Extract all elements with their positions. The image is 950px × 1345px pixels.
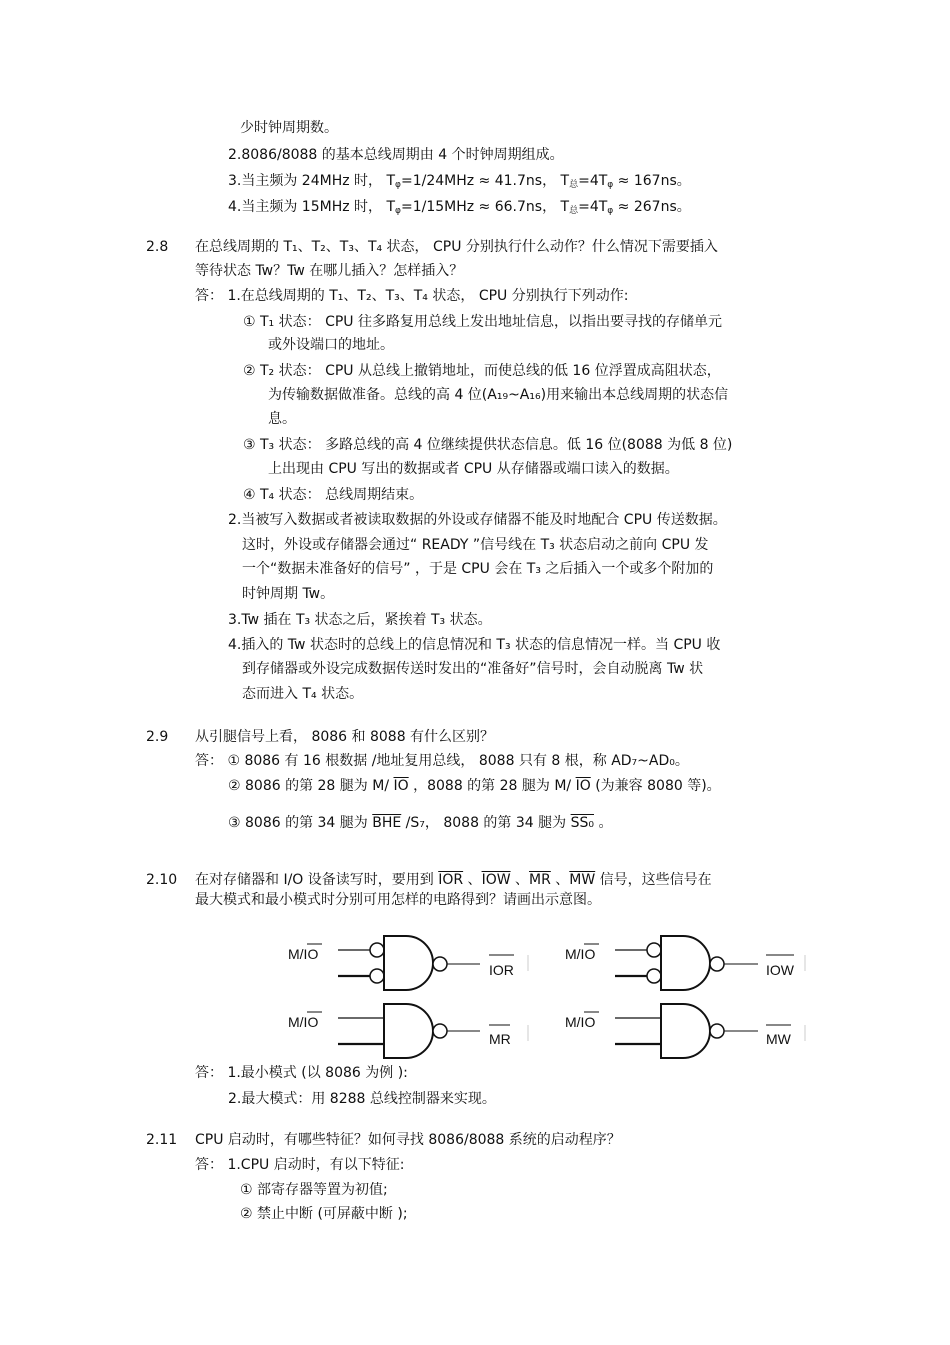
question-number-2-11: 2.11	[146, 1132, 178, 1148]
gate-mw-input-label: M/IO	[565, 1014, 596, 1030]
gate-mw-output-label: MW	[766, 1031, 791, 1047]
gate-mw	[565, 1004, 805, 1058]
q29-question: 从引腿信号上看， 8086 和 8088 有什么区别？	[195, 729, 495, 745]
q210-answer-1: 答： 1.最小模式 (以 8086 为例 ):	[195, 1065, 408, 1081]
q28-item-1-line-2: 或外设端口的地址。	[268, 337, 394, 353]
question-number-2-9: 2.9	[146, 729, 169, 745]
intro-line-3: 3.当主频为 24MHz 时， $T_\varphi=1/24MHz \approx 41.7ns$， $T_总=4T_\varphi \approx 167ns$。	[228, 173, 691, 190]
gate-ior	[288, 936, 528, 990]
q28-answer-2-line-1: 2.当被写入数据或者被读取数据的外设或存储器不能及时地配合 CPU 传送数据。	[228, 512, 727, 528]
q28-item-1-line-1: ① T₁ 状态： CPU 往多路复用总线上发出地址信息，以指出要寻找的存储单元	[243, 314, 722, 330]
q28-item-4: ④ T₄ 状态： 总线周期结束。	[243, 487, 424, 503]
question-number-2-8: 2.8	[146, 239, 169, 255]
q28-answer-2-line-4: 时钟周期 Tw。	[242, 586, 335, 602]
q28-item-2-line-2: 为传输数据做准备。总线的高 4 位(A₁₉~A₁₆)用来输出本总线周期的状态信	[268, 387, 729, 403]
gate-ior-output-label: IOR	[489, 962, 514, 978]
q28-question-line-2: 等待状态 Tw？Tw 在哪儿插入？怎样插入？	[195, 263, 464, 279]
q28-item-2-line-1: ② T₂ 状态： CPU 从总线上撤销地址，而使总线的低 16 位浮置成高阻状态，	[243, 363, 721, 379]
q28-answer-4-line-3: 态而进入 T₄ 状态。	[242, 686, 364, 702]
q211-answer-1: 答： 1.CPU 启动时，有以下特征:	[195, 1157, 405, 1173]
q28-answer-2-line-2: 这时，外设或存储器会通过“ READY ”信号线在 T₃ 状态启动之前向 CPU 发	[242, 537, 709, 553]
gate-iow-input-label: M/IO	[565, 946, 596, 962]
q210-question-line-2: 最大模式和最小模式时分别可用怎样的电路得到？请画出示意图。	[195, 892, 601, 908]
q210-question-line-1: 在对存储器和 I/O 设备读写时，要用到 $\overline{IOR}$ 、$\overline{IOW}$ 、$\overline{MR}$ 、$\overline{MW}$ 信号，这些信号在	[195, 872, 712, 888]
gate-mr	[288, 1004, 528, 1058]
q28-item-3-line-2: 上出现由 CPU 写出的数据或者 CPU 从存储器或端口读入的数据。	[268, 461, 679, 477]
q210-answer-2: 2.最大模式：用 8288 总线控制器来实现。	[228, 1091, 496, 1107]
q28-question-line-1: 在总线周期的 T₁、T₂、T₃、T₄ 状态， CPU 分别执行什么动作？什么情况下需要插入	[195, 239, 718, 255]
q29-answer-2: ② 8086 的第 28 腿为 M/ $\overline{IO}$ ，8088 的第 28 腿为 M/ $\overline{IO}$ (为兼容 8080 等)。	[228, 778, 721, 794]
q211-question: CPU 启动时，有哪些特征？如何寻找 8086/8088 系统的启动程序？	[195, 1132, 621, 1148]
gate-mr-output-label: MR	[489, 1031, 511, 1047]
intro-line-4: 4.当主频为 15MHz 时， $T_\varphi=1/15MHz \approx 66.7ns$， $T_总=4T_\varphi \approx 267ns$。	[228, 199, 691, 216]
q28-item-2-line-3: 息。	[268, 411, 296, 427]
q28-answer-4-line-2: 到存储器或外设完成数据传送时发出的“准备好”信号时，会自动脱离 Tw 状	[242, 661, 704, 677]
intro-line-1: 少时钟周期数。	[240, 120, 338, 136]
intro-line-2: 2.8086/8088 的基本总线周期由 4 个时钟周期组成。	[228, 147, 564, 163]
question-number-2-10: 2.10	[146, 872, 178, 888]
gate-iow-output-label: IOW	[766, 962, 794, 978]
q28-item-3-line-1: ③ T₃ 状态： 多路总线的高 4 位继续提供状态信息。低 16 位(8088 为低 8 位)	[243, 437, 733, 453]
gate-mr-input-label: M/IO	[288, 1014, 319, 1030]
q28-answer-2-line-3: 一个“数据未准备好的信号” ，于是 CPU 会在 T₃ 之后插入一个或多个附加的	[242, 561, 714, 577]
q29-answer-1: 答： ① 8086 有 16 根数据 /地址复用总线， 8088 只有 8 根，称 AD₇~AD₀。	[195, 753, 689, 769]
q28-answer-intro: 答： 1.在总线周期的 T₁、T₂、T₃、T₄ 状态， CPU 分别执行下列动作:	[195, 288, 629, 304]
gate-ior-input-label: M/IO	[288, 946, 319, 962]
logic-gate-diagram	[280, 930, 820, 1060]
q29-answer-3: ③ 8086 的第 34 腿为 $\overline{BHE}$ /S₇， 8088 的第 34 腿为 SS₀ 。	[228, 815, 613, 831]
q28-answer-3: 3.Tw 插在 T₃ 状态之后，紧挨着 T₃ 状态。	[228, 612, 492, 628]
q28-answer-4-line-1: 4.插入的 Tw 状态时的总线上的信息情况和 T₃ 状态的信息情况一样。当 CPU 收	[228, 637, 721, 653]
q211-item-2: ② 禁止中断 (可屏蔽中断 );	[240, 1206, 408, 1222]
gate-iow	[565, 936, 805, 990]
q211-item-1: ① 部寄存器等置为初值;	[240, 1182, 388, 1198]
